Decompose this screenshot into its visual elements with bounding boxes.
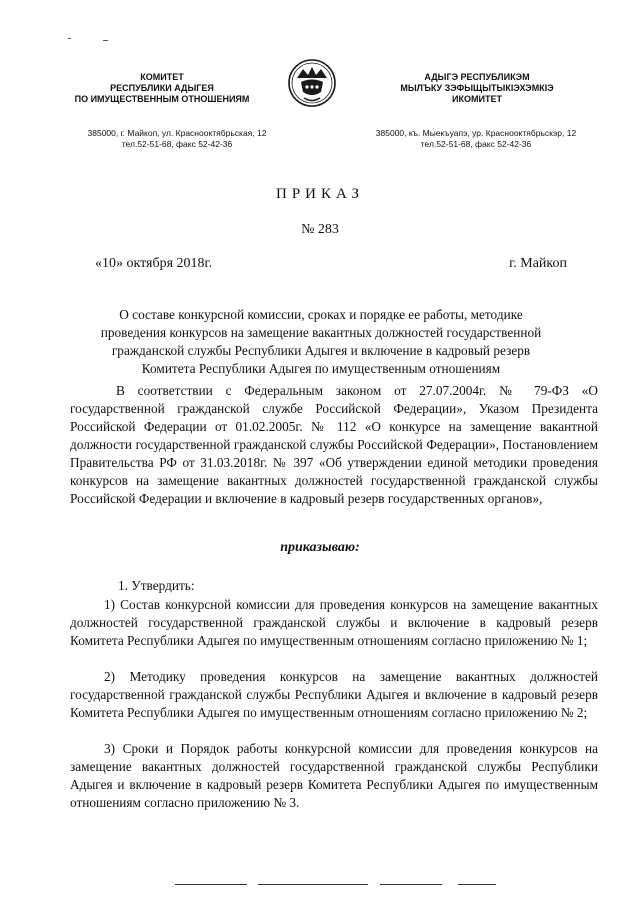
order-item-1: 1. Утвердить: — [118, 578, 195, 593]
order-subitem-3: 3) Сроки и Порядок работы конкурсной комиссии для проведения конкурсов на замещение вакантных должностей государственной гражданской службы Республики Адыгея и включение в кадровый резерв Комитета Республики Адыгея по имущественным отношениям согласно приложению № 3. — [70, 741, 598, 810]
footer-divider — [258, 884, 368, 885]
order-subitem-1: 1) Состав конкурсной комиссии для проведения конкурсов на замещение вакантных должностей государственной гражданской службы и включение в кадровый резерв Комитета Республики Адыгея по имущественным отношениям согласно приложению № 1; — [70, 597, 598, 648]
scan-mark — [68, 38, 71, 39]
coat-of-arms-icon — [287, 58, 337, 108]
address-russian — [62, 128, 292, 150]
address-line: 385000, г. Майкоп, ул. Краснооктябрьская, 12 — [87, 128, 267, 138]
document-subject: О составе конкурсной комиссии, сроках и порядке ее работы, методике проведения конкурсов на замещение вакантных должностей государственной гражданской службы Республики Адыгея и включение в кадровый резерв Комитета Республики Адыгея по имущественным отношениям — [100, 307, 542, 376]
scan-mark — [103, 40, 108, 41]
footer-divider — [458, 884, 496, 885]
document-city: г. Майкоп — [509, 256, 567, 271]
footer-divider — [175, 884, 247, 885]
issuer-line: РЕСПУБЛИКИ АДЫГЕЯ — [110, 83, 214, 93]
issuer-line: ИКОМИТЕТ — [452, 94, 502, 104]
contact-line: тел.52-51-68, факс 52-42-36 — [420, 139, 532, 149]
order-word: приказываю: — [280, 540, 360, 555]
issuer-name-russian — [62, 72, 262, 105]
preamble-paragraph: В соответствии с Федеральным законом от 27.07.2004г. № 79-ФЗ «О государственной гражданской службе Российской Федерации», Указом Президента Российской Федерации от 01.02.2005г. № 112 «О конкурсе на замещение вакантной должности государственной гражданской службы Российской Федерации», Постановлением Правительства РФ от 31.03.2018г. № 397 «Об утверждении единой методики проведения конкурсов на замещение вакантных должностей государственной гражданской службы Российской Федерации и включение в кадровый резерв государственных органов», — [70, 383, 598, 506]
document-number: № 283 — [301, 222, 339, 237]
issuer-line: ПО ИМУЩЕСТВЕННЫМ ОТНОШЕНИЯМ — [74, 94, 250, 104]
contact-line: тел.52-51-68, факс 52-42-36 — [121, 139, 233, 149]
issuer-line: АДЫГЭ РЕСПУБЛИКЭМ — [424, 72, 530, 82]
footer-divider — [380, 884, 442, 885]
address-adyghe — [350, 128, 602, 150]
issuer-line: КОМИТЕТ — [140, 72, 184, 82]
document-date: «10» октября 2018г. — [95, 256, 213, 271]
order-subitem-2: 2) Методику проведения конкурсов на замещение вакантных должностей государственной гражданской службы Республики Адыгея и включение в кадровый резерв Комитета Республики Адыгея по имущественным отношениям согласно приложению № 2; — [70, 669, 598, 720]
address-line: 385000, къ. Мыекъуапэ, ур. Краснооктябрьскэр, 12 — [375, 128, 577, 138]
document-title: ПРИКАЗ — [276, 186, 364, 202]
issuer-name-adyghe — [372, 72, 582, 105]
issuer-line: МЫЛЪКУ ЗЭФЫЩЫТЫКIЭХЭМКIЭ — [400, 83, 554, 93]
